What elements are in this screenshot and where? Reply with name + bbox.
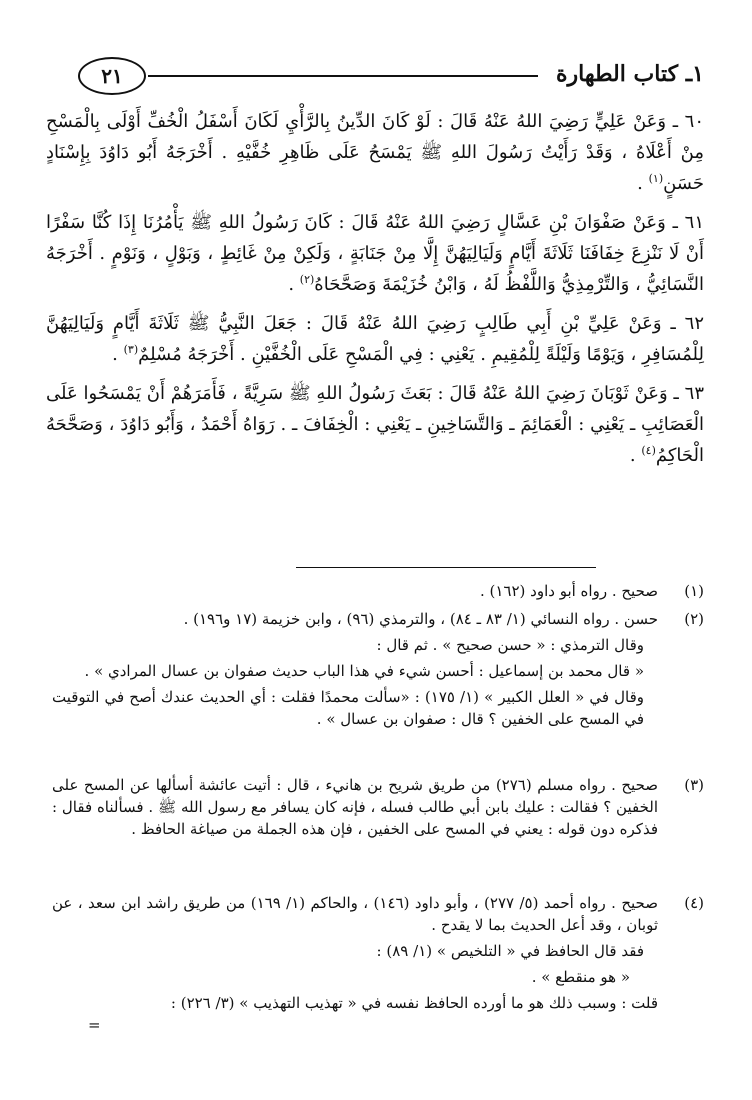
hadith-end-60: . xyxy=(637,173,649,194)
footnote-number: (٣) xyxy=(684,776,704,794)
hadith-end-62: . xyxy=(112,344,124,365)
hadith-text-60: ٦٠ ـ وَعَنْ عَلِيٍّ رَضِيَ اللهُ عَنْهُ قَالَ : لَوْ كَانَ الدِّينُ بِالرَّأْيِ لَكَانَ أَسْفَلُ الْخُفِّ أَوْلَى بِالْمَسْحِ مِنْ أَعْلَاهُ ، وَقَدْ رَأَيْتُ رَسُولَ اللهِ ﷺ يَمْسَحُ عَلَى ظَاهِرِ خُفَّيْهِ . أَخْرَجَهُ أَبُو دَاوُدَ بِإِسْنَادٍ حَسَنٍ xyxy=(46,111,704,194)
hadith-63 xyxy=(46,378,704,471)
footnote-number: (٤) xyxy=(684,894,704,912)
footnote-line: وقال في « العلل الكبير » (١/ ١٧٥) : «سألت محمدًا فقلت : أي الحديث عندك أصح في التوقيت في المسح على الخفين ؟ قال : صفوان بن عسال » . xyxy=(52,688,645,728)
footnote-body xyxy=(52,892,658,1014)
page-number: ٢١ xyxy=(78,57,146,95)
footnote-number: (١) xyxy=(684,582,704,600)
footnote-ref-2: (٢) xyxy=(299,273,315,286)
footnote-line: « قال محمد بن إسماعيل : أحسن شيء في هذا الباب حديث صفوان بن عسال المرادي » . xyxy=(84,662,644,680)
header-rule xyxy=(148,75,538,77)
footnote-ref-3: (٣) xyxy=(123,343,139,356)
footnote-1 xyxy=(52,580,704,606)
hadith-text-61: ٦١ ـ وَعَنْ صَفْوَانَ بْنِ عَسَّالٍ رَضِيَ اللهُ عَنْهُ قَالَ : كَانَ رَسُولُ اللهِ ﷺ يَأْمُرُنَا إِذَا كُنَّا سَفْرًا أَنْ لَا نَنْزِعَ خِفَافَنَا ثَلَاثَةَ أَيَّامٍ وَلَيَالِيَهُنَّ إِلَّا مِنْ جَنَابَةٍ ، وَلَكِنْ مِنْ غَائِطٍ ، وَبَوْلٍ ، وَنَوْمٍ . أَخْرَجَهُ النَّسَائِيُّ ، وَالتِّرْمِذِيُّ وَاللَّفْظُ لَهُ ، وَابْنُ خُزَيْمَةَ وَصَحَّحَاهُ xyxy=(46,212,704,295)
continuation-mark: = xyxy=(88,1016,101,1034)
footnote-line: « هو منقطع » . xyxy=(531,968,630,986)
footnote-ref-4: (٤) xyxy=(641,444,656,457)
footnote-body xyxy=(52,774,658,840)
footnote-body xyxy=(52,580,658,602)
footnote-3 xyxy=(52,774,704,844)
hadith-text xyxy=(46,106,704,471)
footnote-line: وقال الترمذي : « حسن صحيح » . ثم قال : xyxy=(376,636,644,654)
footnote-4 xyxy=(52,892,704,1018)
footnote-2 xyxy=(52,608,704,734)
footnote-line: حسن . رواه النسائي (١/ ٨٣ ـ ٨٤) ، والترمذي (٩٦) ، وابن خزيمة (١٧ و١٩٦) . xyxy=(183,610,658,628)
footnote-separator xyxy=(296,567,596,568)
hadith-62 xyxy=(46,308,704,370)
hadith-60 xyxy=(46,106,704,199)
footnote-line: صحيح . رواه أبو داود (١٦٢) . xyxy=(479,582,658,600)
footnote-line: صحيح . رواه مسلم (٢٧٦) من طريق شريح بن هانيء ، قال : أتيت عائشة أسألها عن المسح على الخفين ؟ فقالت : عليك بابن أبي طالب فسله ، فإنه كان يسافر مع رسول الله ﷺ . فسألناه فقال : فذكره دون قوله : يعني في المسح على الخفين ، فإن هذه الجملة من صياغة الحافظ . xyxy=(52,776,658,838)
hadith-61 xyxy=(46,207,704,300)
footnote-number: (٢) xyxy=(684,610,704,628)
hadith-end-63: . xyxy=(629,445,642,466)
footnote-line: صحيح . رواه أحمد (٥/ ٢٧٧) ، وأبو داود (١٤٦) ، والحاكم (١/ ١٦٩) من طريق راشد ابن سعد ، عن ثوبان ، وقد أعل الحديث بما لا يقدح . xyxy=(52,894,658,934)
hadith-text-62: ٦٢ ـ وَعَنْ عَلِيِّ بْنِ أَبِي طَالِبٍ رَضِيَ اللهُ عَنْهُ قَالَ : جَعَلَ النَّبِيُّ ﷺ ثَلَاثَةَ أَيَّامٍ وَلَيَالِيَهُنَّ لِلْمُسَافِرِ ، وَيَوْمًا وَلَيْلَةً لِلْمُقِيمِ . يَعْنِي : فِي الْمَسْحِ عَلَى الْخُفَّيْنِ . أَخْرَجَهُ مُسْلِمٌ xyxy=(46,313,704,365)
hadith-text-63: ٦٣ ـ وَعَنْ ثَوْبَانَ رَضِيَ اللهُ عَنْهُ قَالَ : بَعَثَ رَسُولُ اللهِ ﷺ سَرِيَّةً ، فَأَمَرَهُمْ أَنْ يَمْسَحُوا عَلَى الْعَصَائِبِ ـ يَعْنِي : الْعَمَائِمَ ـ وَالتَّسَاخِينِ ـ يَعْنِي : الْخِفَافَ ـ . رَوَاهُ أَحْمَدُ ، وَأَبُو دَاوُدَ ، وَصَحَّحَهُ الْحَاكِمُ xyxy=(46,383,704,466)
hadith-end-61: . xyxy=(288,274,300,295)
footnote-line: فقد قال الحافظ في « التلخيص » (١/ ٨٩) : xyxy=(376,942,644,960)
page-header xyxy=(78,57,704,97)
footnote-ref-1: (١) xyxy=(648,172,664,185)
chapter-title: ١ـ كتاب الطهارة xyxy=(556,61,704,87)
footnote-body xyxy=(52,608,658,730)
footnote-line: قلت : وسبب ذلك هو ما أورده الحافظ نفسه في « تهذيب التهذيب » (٣/ ٢٢٦) : xyxy=(170,994,658,1012)
